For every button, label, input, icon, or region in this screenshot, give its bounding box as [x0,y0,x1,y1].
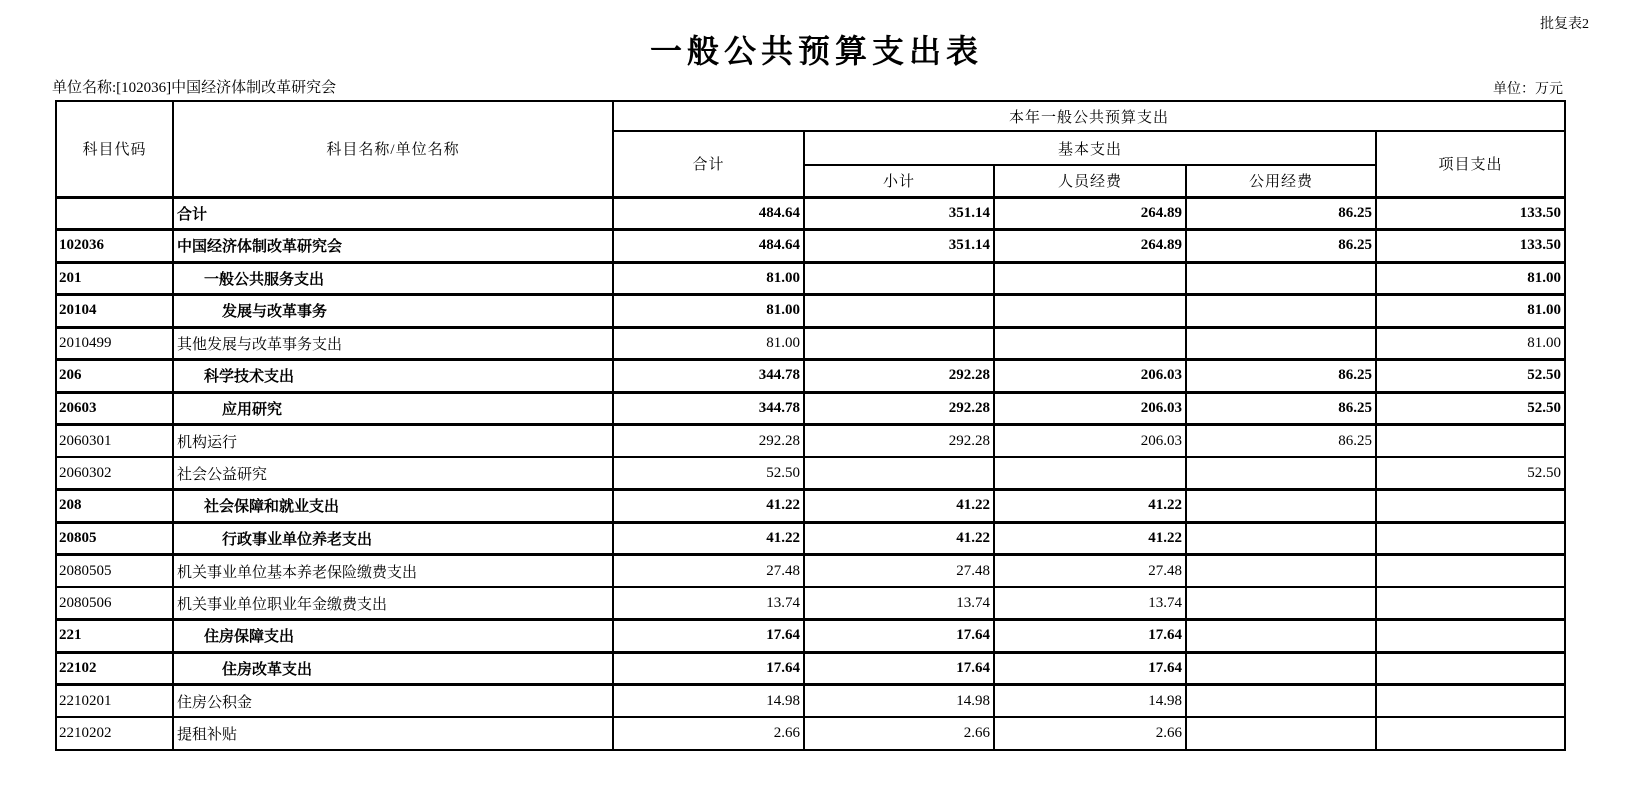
subtotal-cell [804,262,994,295]
table-row [56,392,1565,425]
project-expenditure-cell [1376,490,1565,523]
subject-code-cell: 2210201 [56,685,173,718]
public-funds-cell: 86.25 [1186,197,1376,230]
subtotal-cell: 41.22 [804,522,994,555]
personnel-funds-cell: 206.03 [994,360,1186,393]
subject-name-cell: 科学技术支出 [173,360,613,393]
subject-name-cell: 住房公积金 [173,685,613,718]
subtotal-cell: 292.28 [804,360,994,393]
subject-code-cell: 221 [56,620,173,653]
subtotal-cell [804,295,994,328]
personnel-funds-cell: 17.64 [994,620,1186,653]
project-expenditure-cell: 52.50 [1376,392,1565,425]
project-expenditure-cell: 81.00 [1376,327,1565,360]
personnel-funds-cell: 41.22 [994,490,1186,523]
header-row-1 [56,101,1565,131]
table-row [56,555,1565,588]
total-cell: 344.78 [613,360,804,393]
subtotal-cell: 292.28 [804,425,994,458]
table-row [56,327,1565,360]
col-header-personnel-funds: 人员经费 [994,165,1186,197]
col-header-subtotal: 小计 [804,165,994,197]
project-expenditure-cell: 133.50 [1376,230,1565,263]
col-header-total: 合计 [613,131,804,197]
total-cell: 2.66 [613,717,804,750]
personnel-funds-cell: 14.98 [994,685,1186,718]
table-row [56,457,1565,490]
public-funds-cell [1186,555,1376,588]
subject-code-cell: 2060301 [56,425,173,458]
project-expenditure-cell: 81.00 [1376,295,1565,328]
total-cell: 41.22 [613,522,804,555]
subject-name-cell: 提租补贴 [173,717,613,750]
project-expenditure-cell [1376,685,1565,718]
total-cell: 41.22 [613,490,804,523]
personnel-funds-cell [994,295,1186,328]
table-row [56,360,1565,393]
total-cell: 292.28 [613,425,804,458]
total-cell: 81.00 [613,295,804,328]
total-cell: 17.64 [613,652,804,685]
public-funds-cell: 86.25 [1186,392,1376,425]
subject-name-cell: 住房改革支出 [173,652,613,685]
table-row [56,295,1565,328]
subject-code-cell: 2010499 [56,327,173,360]
subject-name-cell: 社会公益研究 [173,457,613,490]
subtotal-cell: 292.28 [804,392,994,425]
subtotal-cell: 2.66 [804,717,994,750]
subtotal-cell [804,457,994,490]
unit-name: 单位名称:[102036]中国经济体制改革研究会 [52,80,337,96]
table-row [56,230,1565,263]
subtotal-cell [804,327,994,360]
subject-code-cell: 206 [56,360,173,393]
project-expenditure-cell [1376,620,1565,653]
subject-code-cell: 208 [56,490,173,523]
table-row [56,717,1565,750]
public-funds-cell [1186,652,1376,685]
public-funds-cell: 86.25 [1186,360,1376,393]
subject-code-cell: 2080505 [56,555,173,588]
total-cell: 27.48 [613,555,804,588]
table-row [56,490,1565,523]
page-title: 一般公共预算支出表 [649,33,983,69]
col-header-public-funds: 公用经费 [1186,165,1376,197]
subject-code-cell: 22102 [56,652,173,685]
subtotal-cell: 351.14 [804,197,994,230]
total-cell: 81.00 [613,262,804,295]
subject-name-cell: 行政事业单位养老支出 [173,522,613,555]
subject-name-cell: 社会保障和就业支出 [173,490,613,523]
personnel-funds-cell: 13.74 [994,587,1186,620]
col-header-current-year-expenditure: 本年一般公共预算支出 [613,101,1565,131]
subject-name-cell: 机关事业单位基本养老保险缴费支出 [173,555,613,588]
subtotal-cell: 351.14 [804,230,994,263]
subject-name-cell: 其他发展与改革事务支出 [173,327,613,360]
public-funds-cell [1186,262,1376,295]
total-cell: 13.74 [613,587,804,620]
project-expenditure-cell [1376,652,1565,685]
col-header-subject-name: 科目名称/单位名称 [173,101,613,197]
subject-name-cell: 机构运行 [173,425,613,458]
total-cell: 52.50 [613,457,804,490]
subject-name-cell: 发展与改革事务 [173,295,613,328]
subject-code-cell: 20104 [56,295,173,328]
project-expenditure-cell [1376,522,1565,555]
public-funds-cell [1186,457,1376,490]
col-header-basic-expenditure: 基本支出 [804,131,1376,165]
public-funds-cell [1186,327,1376,360]
public-funds-cell: 86.25 [1186,425,1376,458]
table-row [56,620,1565,653]
subject-code-cell: 102036 [56,230,173,263]
table-row [56,587,1565,620]
personnel-funds-cell: 264.89 [994,230,1186,263]
personnel-funds-cell: 41.22 [994,522,1186,555]
public-funds-cell [1186,685,1376,718]
subject-name-cell: 应用研究 [173,392,613,425]
personnel-funds-cell: 27.48 [994,555,1186,588]
subject-name-cell: 合计 [173,197,613,230]
subject-code-cell: 20603 [56,392,173,425]
total-cell: 484.64 [613,197,804,230]
personnel-funds-cell: 206.03 [994,425,1186,458]
table-row [56,262,1565,295]
public-funds-cell [1186,587,1376,620]
subject-code-cell: 201 [56,262,173,295]
subject-name-cell: 一般公共服务支出 [173,262,613,295]
public-funds-cell: 86.25 [1186,230,1376,263]
table-row [56,425,1565,458]
table-row [56,522,1565,555]
table-header [56,101,1565,197]
personnel-funds-cell: 264.89 [994,197,1186,230]
budget-table [55,100,1566,751]
total-cell: 81.00 [613,327,804,360]
personnel-funds-cell [994,457,1186,490]
project-expenditure-cell [1376,555,1565,588]
public-funds-cell [1186,717,1376,750]
total-cell: 17.64 [613,620,804,653]
personnel-funds-cell [994,262,1186,295]
personnel-funds-cell: 2.66 [994,717,1186,750]
unit-of-measure: 单位：万元 [1493,82,1563,97]
form-label: 批复表2 [1540,17,1589,32]
personnel-funds-cell [994,327,1186,360]
subject-code-cell: 20805 [56,522,173,555]
public-funds-cell [1186,490,1376,523]
subject-code-cell: 2210202 [56,717,173,750]
subtotal-cell: 14.98 [804,685,994,718]
subtotal-cell: 17.64 [804,620,994,653]
public-funds-cell [1186,522,1376,555]
project-expenditure-cell [1376,587,1565,620]
subtotal-cell: 41.22 [804,490,994,523]
project-expenditure-cell: 52.50 [1376,457,1565,490]
project-expenditure-cell: 133.50 [1376,197,1565,230]
table-row [56,652,1565,685]
subject-name-cell: 机关事业单位职业年金缴费支出 [173,587,613,620]
table-body [56,197,1565,750]
project-expenditure-cell: 81.00 [1376,262,1565,295]
table-row [56,685,1565,718]
subtotal-cell: 13.74 [804,587,994,620]
subject-code-cell [56,197,173,230]
public-funds-cell [1186,295,1376,328]
total-cell: 14.98 [613,685,804,718]
table-row [56,197,1565,230]
public-funds-cell [1186,620,1376,653]
subtotal-cell: 27.48 [804,555,994,588]
total-cell: 344.78 [613,392,804,425]
col-header-project-expenditure: 项目支出 [1376,131,1565,197]
project-expenditure-cell: 52.50 [1376,360,1565,393]
subject-name-cell: 住房保障支出 [173,620,613,653]
subject-code-cell: 2060302 [56,457,173,490]
col-header-subject-code: 科目代码 [56,101,173,197]
subject-name-cell: 中国经济体制改革研究会 [173,230,613,263]
project-expenditure-cell [1376,717,1565,750]
project-expenditure-cell [1376,425,1565,458]
subtotal-cell: 17.64 [804,652,994,685]
total-cell: 484.64 [613,230,804,263]
subject-code-cell: 2080506 [56,587,173,620]
personnel-funds-cell: 206.03 [994,392,1186,425]
personnel-funds-cell: 17.64 [994,652,1186,685]
